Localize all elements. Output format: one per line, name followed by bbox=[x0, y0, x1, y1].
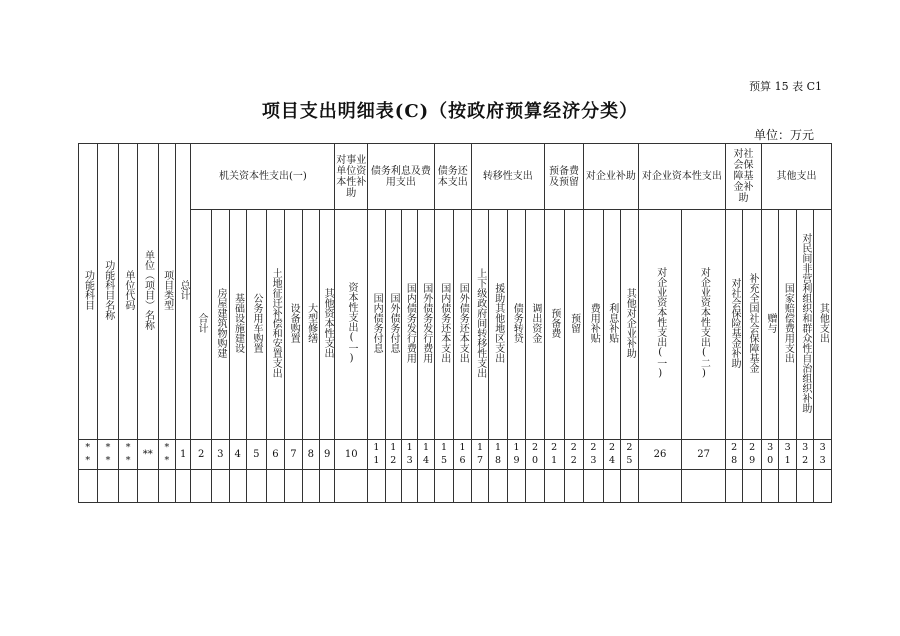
cell bbox=[507, 470, 526, 503]
num-c29: 29 bbox=[743, 440, 762, 470]
header-col-5: 公务用车购置 bbox=[246, 210, 266, 440]
header-col-3: 房屋建筑物购建 bbox=[212, 210, 229, 440]
num-c13: 13 bbox=[401, 440, 417, 470]
cell bbox=[526, 470, 545, 503]
num-c19: 19 bbox=[507, 440, 526, 470]
cell bbox=[814, 470, 832, 503]
num-h5: ** bbox=[158, 440, 175, 470]
cell bbox=[682, 470, 726, 503]
group-debt-principal: 债务还本支出 bbox=[434, 144, 471, 210]
header-col-30: 赠与 bbox=[761, 210, 778, 440]
num-c25: 25 bbox=[621, 440, 638, 470]
cell bbox=[266, 470, 285, 503]
header-col-32: 对民间非营利组织和群众性自治组织补助 bbox=[796, 210, 813, 440]
group-capital-expenditure: 机关资本性支出(一) bbox=[191, 144, 335, 210]
header-total: 总计 bbox=[176, 144, 191, 440]
header-col-27: 对企业资本性支出(二) bbox=[682, 210, 726, 440]
num-c21: 21 bbox=[544, 440, 564, 470]
header-col-8: 大型修缮 bbox=[302, 210, 319, 440]
header-col-22: 预留 bbox=[564, 210, 584, 440]
group-reserve: 预备费及预留 bbox=[544, 144, 583, 210]
header-col-33: 其他支出 bbox=[814, 210, 832, 440]
num-c31: 31 bbox=[779, 440, 796, 470]
expenditure-table bbox=[78, 143, 832, 503]
group-enterprise-capital: 对企业资本性支出 bbox=[638, 144, 725, 210]
cell bbox=[401, 470, 417, 503]
header-col-4: 基础设施建设 bbox=[229, 210, 246, 440]
unit-label: 单位：万元 bbox=[753, 128, 814, 142]
header-col-15: 国内债务还本支出 bbox=[434, 210, 454, 440]
num-h4: ** bbox=[137, 440, 158, 470]
cell bbox=[119, 470, 138, 503]
num-c30: 30 bbox=[761, 440, 778, 470]
num-c11: 11 bbox=[368, 440, 385, 470]
num-h1: ** bbox=[79, 440, 98, 470]
cell bbox=[638, 470, 682, 503]
num-c12: 12 bbox=[385, 440, 401, 470]
num-c18: 18 bbox=[489, 440, 508, 470]
header-col-31: 国家赔偿费用支出 bbox=[779, 210, 796, 440]
cell bbox=[302, 470, 319, 503]
num-c28: 28 bbox=[725, 440, 742, 470]
header-col-13: 国内债务发行费用 bbox=[401, 210, 417, 440]
num-c4: 4 bbox=[229, 440, 246, 470]
header-col-20: 调出资金 bbox=[526, 210, 545, 440]
header-col-29: 补充全国社会保障基金 bbox=[743, 210, 762, 440]
num-c8: 8 bbox=[302, 440, 319, 470]
cell bbox=[335, 470, 368, 503]
cell bbox=[454, 470, 471, 503]
column-header-row bbox=[79, 210, 832, 440]
header-col-19: 债务转贷 bbox=[507, 210, 526, 440]
numbering-row bbox=[79, 440, 832, 470]
cell bbox=[246, 470, 266, 503]
cell bbox=[137, 470, 158, 503]
header-col-17: 上下级政府间转移性支出 bbox=[471, 210, 488, 440]
num-c17: 17 bbox=[471, 440, 488, 470]
header-col-24: 利息补贴 bbox=[603, 210, 620, 440]
num-c3: 3 bbox=[212, 440, 229, 470]
num-c9: 9 bbox=[320, 440, 335, 470]
cell bbox=[434, 470, 454, 503]
cell bbox=[796, 470, 813, 503]
num-c16: 16 bbox=[454, 440, 471, 470]
cell bbox=[564, 470, 584, 503]
cell bbox=[176, 470, 191, 503]
num-c33: 33 bbox=[814, 440, 832, 470]
header-col-9: 其他资本性支出 bbox=[320, 210, 335, 440]
cell bbox=[229, 470, 246, 503]
cell bbox=[603, 470, 620, 503]
cell bbox=[544, 470, 564, 503]
header-col-16: 国外债务还本支出 bbox=[454, 210, 471, 440]
group-social-security: 对社会保障基金补助 bbox=[725, 144, 761, 210]
cell bbox=[761, 470, 778, 503]
group-transfer: 转移性支出 bbox=[471, 144, 544, 210]
num-c23: 23 bbox=[584, 440, 604, 470]
header-project-type: 项目类型 bbox=[158, 144, 175, 440]
data-row-empty bbox=[79, 470, 832, 503]
header-col-11: 国内债务付息 bbox=[368, 210, 385, 440]
header-col-2: 合计 bbox=[191, 210, 212, 440]
page-title: 项目支出明细表(C)（按政府预算经济分类） bbox=[261, 101, 639, 122]
num-c7: 7 bbox=[285, 440, 302, 470]
cell bbox=[418, 470, 434, 503]
header-col-7: 设备购置 bbox=[285, 210, 302, 440]
header-function-subject: 功能科目 bbox=[79, 144, 98, 440]
header-col-10: 资本性支出(一) bbox=[335, 210, 368, 440]
cell bbox=[320, 470, 335, 503]
num-c22: 22 bbox=[564, 440, 584, 470]
header-col-14: 国外债务发行费用 bbox=[418, 210, 434, 440]
num-c20: 20 bbox=[526, 440, 545, 470]
cell bbox=[385, 470, 401, 503]
cell bbox=[285, 470, 302, 503]
num-h3: ** bbox=[119, 440, 138, 470]
header-unit-project-name: 单位（项目）名称 bbox=[137, 144, 158, 440]
cell bbox=[212, 470, 229, 503]
cell bbox=[779, 470, 796, 503]
header-col-21: 预备费 bbox=[544, 210, 564, 440]
cell bbox=[743, 470, 762, 503]
header-col-6: 土地征迁补偿和安置支出 bbox=[266, 210, 285, 440]
header-col-28: 对社会保险基金补助 bbox=[725, 210, 742, 440]
num-c27: 27 bbox=[682, 440, 726, 470]
form-code: 预算 15 表 C1 bbox=[749, 80, 822, 93]
cell bbox=[97, 470, 119, 503]
header-col-18: 援助其他地区支出 bbox=[489, 210, 508, 440]
group-debt-interest: 债务利息及费用支出 bbox=[368, 144, 435, 210]
num-c10: 10 bbox=[335, 440, 368, 470]
num-c24: 24 bbox=[603, 440, 620, 470]
header-function-subject-name: 功能科目名称 bbox=[97, 144, 119, 440]
num-c14: 14 bbox=[418, 440, 434, 470]
group-other-expenditure: 其他支出 bbox=[761, 144, 831, 210]
cell bbox=[368, 470, 385, 503]
cell bbox=[621, 470, 638, 503]
group-institution-capital-subsidy: 对事业单位资本性补助 bbox=[335, 144, 368, 210]
cell bbox=[79, 470, 98, 503]
header-col-26: 对企业资本性支出(一) bbox=[638, 210, 682, 440]
header-col-25: 其他对企业补助 bbox=[621, 210, 638, 440]
num-h6: 1 bbox=[176, 440, 191, 470]
cell bbox=[725, 470, 742, 503]
num-c5: 5 bbox=[246, 440, 266, 470]
header-col-12: 国外债务付息 bbox=[385, 210, 401, 440]
cell bbox=[489, 470, 508, 503]
num-c26: 26 bbox=[638, 440, 682, 470]
cell bbox=[158, 470, 175, 503]
cell bbox=[471, 470, 488, 503]
group-enterprise-subsidy: 对企业补助 bbox=[584, 144, 639, 210]
group-header-row bbox=[79, 144, 832, 210]
num-c2: 2 bbox=[191, 440, 212, 470]
num-c32: 32 bbox=[796, 440, 813, 470]
header-col-23: 费用补贴 bbox=[584, 210, 604, 440]
cell bbox=[191, 470, 212, 503]
num-c6: 6 bbox=[266, 440, 285, 470]
num-h2: ** bbox=[97, 440, 119, 470]
header-unit-code: 单位代码 bbox=[119, 144, 138, 440]
num-c15: 15 bbox=[434, 440, 454, 470]
cell bbox=[584, 470, 604, 503]
